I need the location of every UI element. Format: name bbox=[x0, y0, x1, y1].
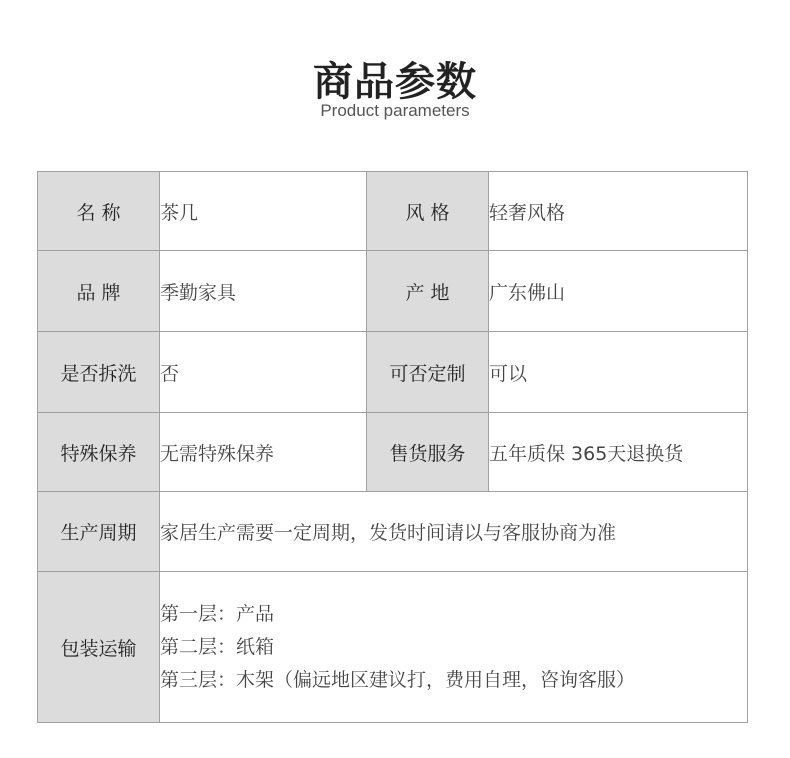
washable-value: 否 bbox=[160, 332, 367, 413]
table-row bbox=[38, 172, 748, 251]
packaging-label: 包装运输 bbox=[38, 572, 160, 723]
table-row bbox=[38, 492, 748, 572]
style-value: 轻奢风格 bbox=[489, 172, 748, 251]
style-label: 风 格 bbox=[367, 172, 489, 251]
table-row bbox=[38, 332, 748, 413]
packaging-line-1: 第一层：产品 bbox=[160, 602, 275, 625]
care-label: 特殊保养 bbox=[38, 413, 160, 492]
name-label: 名 称 bbox=[38, 172, 160, 251]
after-sales-value: 五年质保 365天退换货 bbox=[489, 413, 748, 492]
page-title: 商品参数 bbox=[313, 58, 477, 105]
after-sales-label: 售货服务 bbox=[367, 413, 489, 492]
table-row bbox=[38, 251, 748, 332]
origin-label: 产 地 bbox=[367, 251, 489, 332]
brand-value: 季勤家具 bbox=[160, 251, 367, 332]
table-row bbox=[38, 413, 748, 492]
packaging-line-2: 第二层：纸箱 bbox=[160, 635, 275, 658]
brand-label: 品 牌 bbox=[38, 251, 160, 332]
customizable-value: 可以 bbox=[489, 332, 748, 413]
name-value: 茶几 bbox=[160, 172, 367, 251]
table-row bbox=[38, 572, 748, 723]
packaging-value bbox=[160, 572, 748, 723]
care-value: 无需特殊保养 bbox=[160, 413, 367, 492]
origin-value: 广东佛山 bbox=[489, 251, 748, 332]
washable-label: 是否拆洗 bbox=[38, 332, 160, 413]
product-parameters-table bbox=[37, 171, 748, 723]
production-value: 家居生产需要一定周期，发货时间请以与客服协商为准 bbox=[160, 492, 748, 572]
page-subtitle: Product parameters bbox=[320, 101, 470, 120]
packaging-line-3: 第三层：木架（偏远地区建议打，费用自理，咨询客服） bbox=[160, 668, 636, 691]
customizable-label: 可否定制 bbox=[367, 332, 489, 413]
production-label: 生产周期 bbox=[38, 492, 160, 572]
